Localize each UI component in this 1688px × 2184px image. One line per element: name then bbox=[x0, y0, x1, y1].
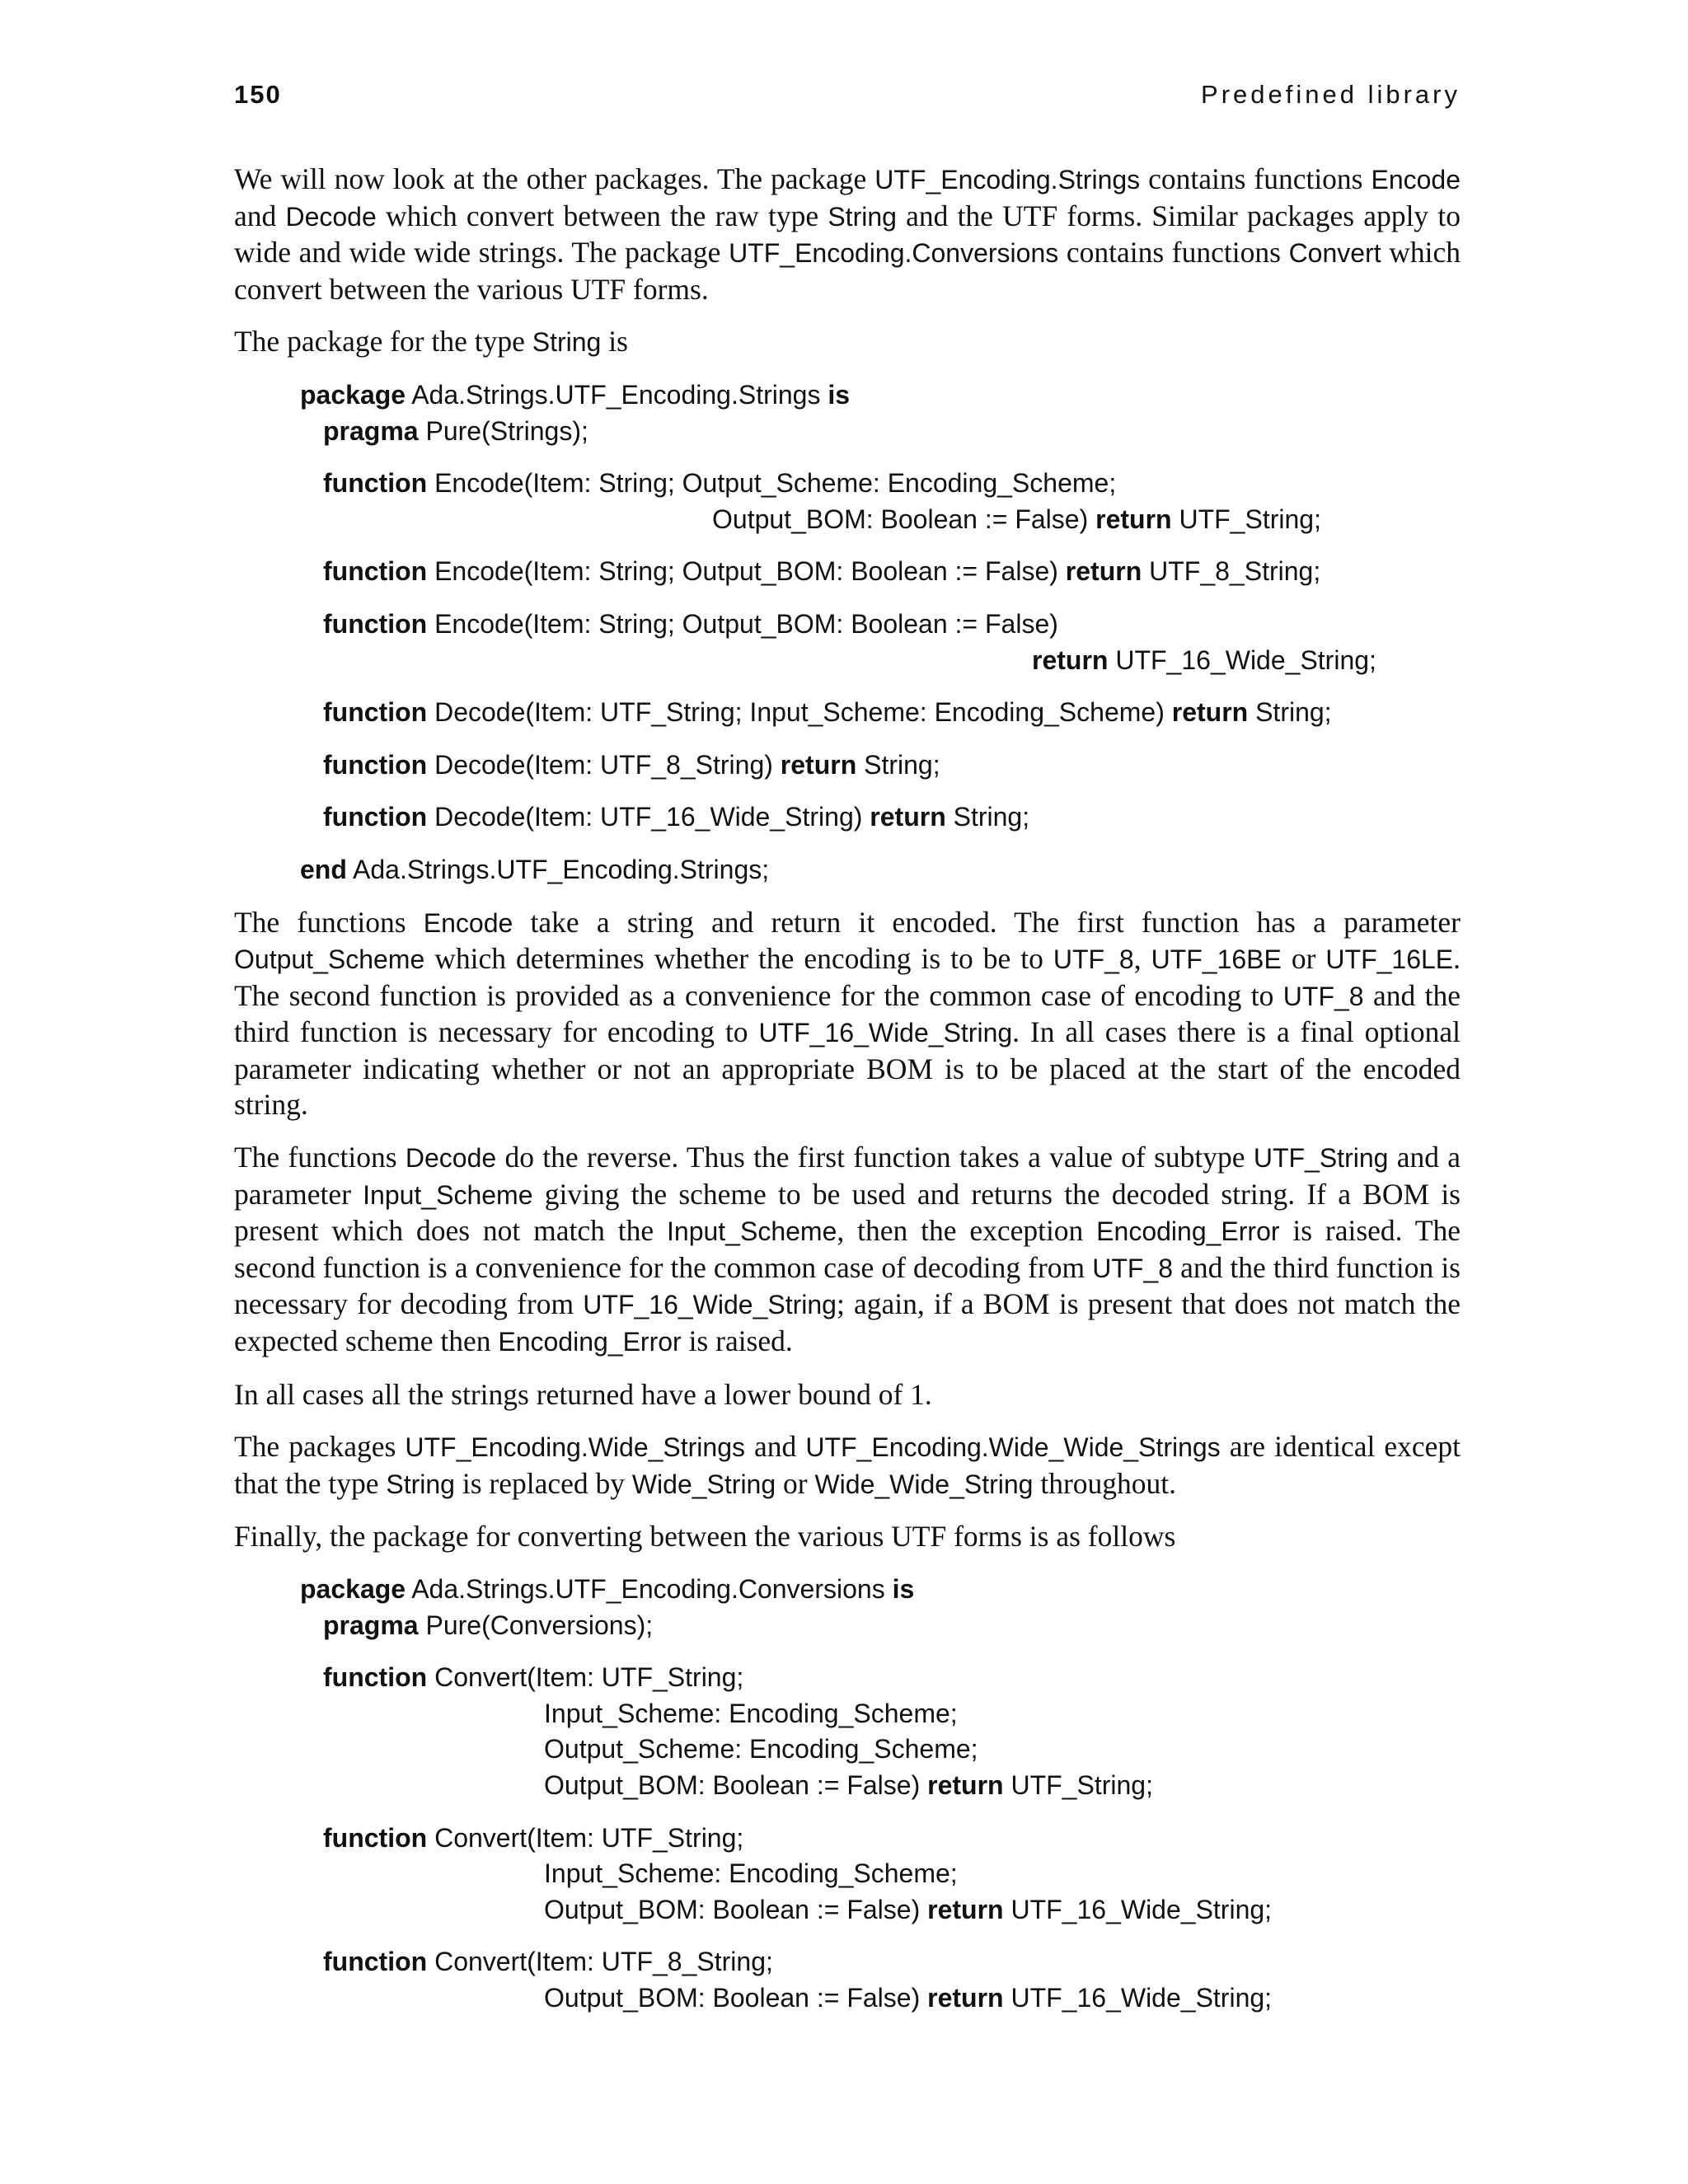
code-term: UTF_8 bbox=[1053, 944, 1134, 975]
code-text: Output_Scheme: Encoding_Scheme; bbox=[544, 1734, 978, 1765]
code-line bbox=[300, 1608, 1461, 1644]
text: which convert between the raw type bbox=[376, 199, 828, 232]
code-spacer bbox=[300, 731, 1461, 748]
keyword: function bbox=[323, 1947, 428, 1977]
code-line bbox=[300, 799, 1461, 836]
keyword: function bbox=[323, 556, 428, 587]
keyword: package bbox=[300, 1574, 406, 1604]
code-line bbox=[300, 852, 1461, 888]
code-spacer bbox=[300, 1643, 1461, 1660]
paragraph-decode bbox=[234, 1140, 1461, 1361]
keyword: return bbox=[927, 1982, 1004, 2013]
keyword: return bbox=[870, 802, 946, 832]
code-text: String; bbox=[945, 802, 1030, 832]
code-text: Input_Scheme: Encoding_Scheme; bbox=[544, 1858, 958, 1889]
code-line bbox=[300, 1696, 1461, 1732]
text: throughout. bbox=[1033, 1466, 1177, 1500]
keyword: function bbox=[323, 749, 428, 780]
code-term: UTF_Encoding.Wide_Strings bbox=[405, 1432, 745, 1463]
code-line bbox=[300, 1572, 1461, 1608]
keyword: end bbox=[300, 854, 347, 884]
code-line bbox=[300, 1944, 1461, 1980]
text: The packages bbox=[234, 1430, 406, 1464]
text: . In all cases there is a final optional parameter indicating whether or not an appropriate BOM is to be placed at the start of the encoded string. bbox=[234, 1015, 1461, 1122]
code-term: Decode bbox=[405, 1143, 497, 1174]
code-text: Decode(Item: UTF_8_String) bbox=[427, 749, 781, 780]
code-text: Ada.Strings.UTF_Encoding.Strings bbox=[406, 379, 828, 410]
code-term: UTF_String bbox=[1253, 1143, 1389, 1174]
code-term: String bbox=[386, 1469, 455, 1499]
text: contains functions bbox=[1058, 236, 1289, 269]
keyword: return bbox=[1065, 556, 1142, 587]
code-line bbox=[300, 554, 1461, 590]
keyword: return bbox=[927, 1769, 1004, 1800]
code-text: Output_BOM: Boolean := False) bbox=[544, 1769, 928, 1800]
code-line bbox=[300, 1732, 1461, 1768]
paragraph-package-intro bbox=[234, 324, 1461, 361]
text: ; again, if a BOM is present that does not match the expected scheme then bbox=[234, 1287, 1461, 1358]
text: and the third function is necessary for decoding from bbox=[234, 1250, 1461, 1321]
paragraph-intro bbox=[234, 162, 1461, 307]
code-term: Encode bbox=[423, 907, 513, 938]
code-text: UTF_16_Wide_String; bbox=[1003, 1982, 1273, 2013]
code-term: UTF_16_Wide_String bbox=[758, 1018, 1013, 1048]
text: The functions bbox=[234, 1141, 406, 1174]
code-text: Ada.Strings.UTF_Encoding.Strings; bbox=[346, 854, 770, 884]
text: is replaced by bbox=[454, 1466, 632, 1500]
paragraph-lower-bound bbox=[234, 1377, 1461, 1413]
keyword: return bbox=[780, 749, 857, 780]
keyword: return bbox=[1095, 504, 1172, 534]
code-term: UTF_16BE bbox=[1151, 944, 1282, 975]
keyword: function bbox=[323, 608, 428, 639]
text: and bbox=[745, 1430, 806, 1464]
text: which determines whether the encoding is to be to bbox=[424, 942, 1053, 976]
text: do the reverse. Thus the first function takes a value of subtype bbox=[496, 1141, 1254, 1174]
code-text: String; bbox=[856, 749, 940, 780]
text: take a string and return it encoded. The first function has a parameter bbox=[513, 905, 1461, 939]
code-text: Pure(Conversions); bbox=[418, 1610, 654, 1640]
text: , bbox=[1133, 942, 1151, 976]
keyword: pragma bbox=[323, 1610, 419, 1640]
code-line bbox=[300, 607, 1461, 643]
text: and a parameter bbox=[234, 1141, 1461, 1211]
code-spacer bbox=[300, 678, 1461, 695]
code-line bbox=[300, 414, 1461, 450]
keyword: function bbox=[323, 468, 428, 499]
running-head-title: Predefined library bbox=[1201, 80, 1461, 109]
code-line bbox=[300, 502, 1461, 538]
code-line bbox=[300, 643, 1461, 679]
code-term: Wide_Wide_String bbox=[814, 1469, 1034, 1499]
code-line bbox=[300, 1660, 1461, 1696]
text: contains functions bbox=[1140, 162, 1372, 195]
code-text: Decode(Item: UTF_16_Wide_String) bbox=[427, 802, 870, 832]
text: giving the scheme to be used and returns the decoded string. If a BOM is present which does not match the bbox=[234, 1177, 1461, 1248]
code-text: UTF_16_Wide_String; bbox=[1003, 1894, 1273, 1924]
code-term: UTF_16_Wide_String bbox=[583, 1290, 837, 1320]
text: Finally, the package for converting between the various UTF forms is as follows bbox=[234, 1520, 1176, 1554]
code-term: Convert bbox=[1288, 238, 1381, 269]
keyword: function bbox=[323, 1662, 428, 1693]
text: or bbox=[776, 1466, 815, 1500]
text: In all cases all the strings returned have a lower bound of 1. bbox=[234, 1377, 932, 1411]
code-term: Encoding_Error bbox=[1096, 1216, 1280, 1247]
code-text: Ada.Strings.UTF_Encoding.Conversions bbox=[406, 1574, 893, 1604]
code-block-conversions-package bbox=[300, 1572, 1461, 2017]
code-term: Input_Scheme bbox=[667, 1216, 837, 1247]
code-spacer bbox=[300, 1928, 1461, 1944]
keyword: function bbox=[323, 697, 428, 728]
code-line bbox=[300, 1980, 1461, 2017]
text: . The second function is provided as a convenience for the common case of encoding to bbox=[234, 942, 1461, 1012]
code-term: UTF_8 bbox=[1282, 981, 1364, 1011]
text: which convert between the various UTF forms. bbox=[234, 236, 1461, 306]
text: is bbox=[601, 325, 628, 359]
code-term: Encode bbox=[1371, 165, 1461, 194]
keyword: function bbox=[323, 802, 428, 832]
keyword: is bbox=[828, 379, 851, 410]
code-text: String; bbox=[1248, 697, 1332, 728]
code-text: Output_BOM: Boolean := False) bbox=[544, 1982, 928, 2013]
code-line bbox=[300, 377, 1461, 414]
paragraph-wide-packages bbox=[234, 1429, 1461, 1502]
keyword: return bbox=[1032, 644, 1109, 675]
code-line bbox=[300, 695, 1461, 731]
keyword: pragma bbox=[323, 415, 419, 446]
code-text: UTF_String; bbox=[1171, 504, 1321, 534]
code-text: UTF_String; bbox=[1003, 1769, 1153, 1800]
code-text: Convert(Item: UTF_String; bbox=[427, 1662, 744, 1693]
code-term: Decode bbox=[285, 201, 377, 232]
text: is raised. bbox=[681, 1324, 793, 1358]
code-text: Convert(Item: UTF_String; bbox=[427, 1822, 744, 1853]
code-term: Output_Scheme bbox=[234, 944, 425, 975]
paragraph-conversions-intro bbox=[234, 1519, 1461, 1555]
text: The package for the type bbox=[234, 325, 532, 359]
code-term: Encoding_Error bbox=[498, 1327, 682, 1357]
keyword: package bbox=[300, 379, 406, 410]
code-term: Input_Scheme bbox=[363, 1179, 533, 1210]
code-term: UTF_8 bbox=[1092, 1253, 1174, 1283]
code-text: Encode(Item: String; Output_BOM: Boolean := False) bbox=[427, 556, 1066, 587]
code-term: UTF_Encoding.Conversions bbox=[729, 238, 1059, 269]
code-text: Decode(Item: UTF_String; Input_Scheme: Encoding_Scheme) bbox=[427, 697, 1172, 728]
code-text: UTF_8_String; bbox=[1142, 556, 1321, 587]
code-spacer bbox=[300, 1804, 1461, 1821]
text: , then the exception bbox=[837, 1214, 1097, 1248]
code-line bbox=[300, 1768, 1461, 1804]
text: and bbox=[234, 199, 286, 232]
keyword: function bbox=[323, 1822, 428, 1853]
text: We will now look at the other packages. The package bbox=[234, 162, 875, 195]
code-term: Wide_String bbox=[631, 1469, 776, 1499]
code-text: Output_BOM: Boolean := False) bbox=[712, 504, 1096, 534]
code-text: Encode(Item: String; Output_BOM: Boolean := False) bbox=[427, 608, 1058, 639]
text: is raised. The second function is a convenience for the common case of decoding from bbox=[234, 1214, 1461, 1284]
code-text: UTF_16_Wide_String; bbox=[1108, 644, 1376, 675]
code-text: Pure(Strings); bbox=[418, 415, 588, 446]
code-term: UTF_Encoding.Wide_Wide_Strings bbox=[805, 1432, 1221, 1463]
code-line bbox=[300, 1856, 1461, 1892]
text: The functions bbox=[234, 905, 424, 939]
code-spacer bbox=[300, 836, 1461, 852]
code-text: Convert(Item: UTF_8_String; bbox=[427, 1947, 773, 1977]
code-term: UTF_16LE bbox=[1325, 944, 1454, 975]
text: and the UTF forms. Similar packages apply to wide and wide wide strings. The package bbox=[234, 199, 1461, 269]
running-head bbox=[234, 80, 1461, 116]
code-spacer bbox=[300, 449, 1461, 466]
keyword: return bbox=[927, 1894, 1004, 1924]
keyword: is bbox=[892, 1574, 915, 1604]
code-spacer bbox=[300, 783, 1461, 799]
paragraph-encode bbox=[234, 905, 1461, 1124]
text: and the third function is necessary for encoding to bbox=[234, 978, 1461, 1049]
code-spacer bbox=[300, 537, 1461, 554]
text: or bbox=[1281, 942, 1326, 976]
code-text: Output_BOM: Boolean := False) bbox=[544, 1894, 928, 1924]
code-line bbox=[300, 748, 1461, 784]
code-spacer bbox=[300, 590, 1461, 607]
keyword: return bbox=[1171, 697, 1249, 728]
code-text: Encode(Item: String; Output_Scheme: Encoding_Scheme; bbox=[427, 468, 1117, 499]
code-term: UTF_Encoding.Strings bbox=[874, 165, 1141, 194]
page-number: 150 bbox=[234, 80, 282, 109]
code-term: String bbox=[532, 327, 602, 358]
code-text: Input_Scheme: Encoding_Scheme; bbox=[544, 1698, 958, 1728]
code-line bbox=[300, 1892, 1461, 1929]
code-term: String bbox=[828, 201, 897, 232]
page-body bbox=[234, 162, 1461, 2033]
code-line bbox=[300, 1821, 1461, 1857]
text: are identical except that the type bbox=[234, 1430, 1461, 1500]
code-block-strings-package bbox=[300, 377, 1461, 888]
code-line bbox=[300, 466, 1461, 502]
